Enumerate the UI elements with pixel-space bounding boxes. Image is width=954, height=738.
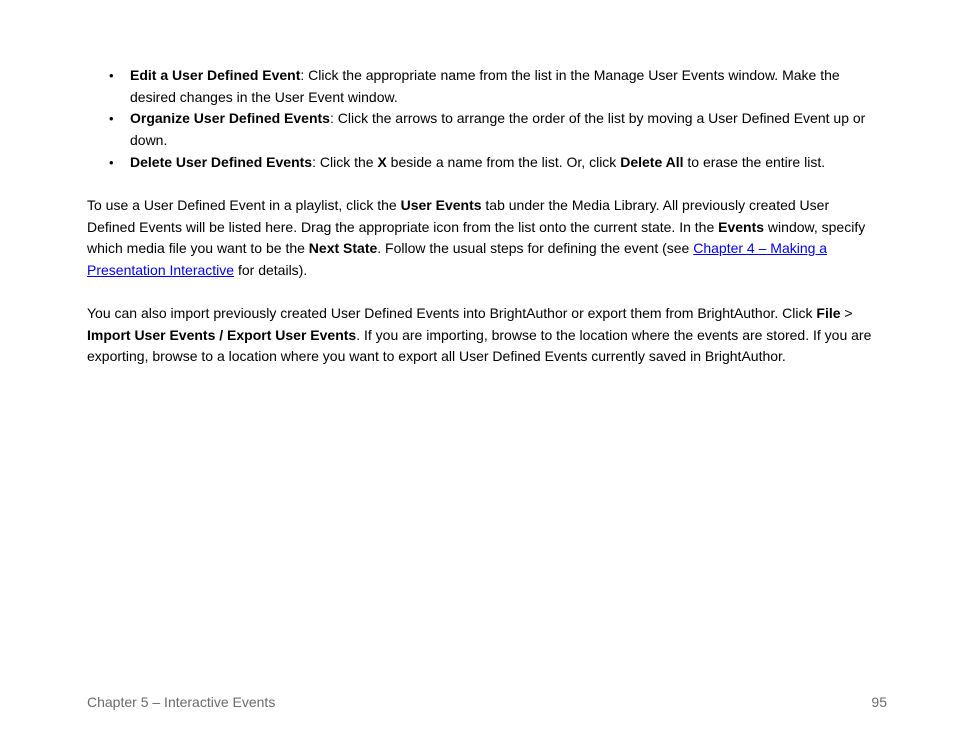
bullet-icon: •	[109, 154, 114, 170]
bullet-title: Delete User Defined Events	[130, 153, 313, 170]
para-text: >	[840, 305, 853, 321]
para-text: for details).	[234, 262, 308, 279]
para-text: tab under the Media Library. All previously created User Defined Events will be listed here. Drag the appropriate icon from the list onto the current state. In the	[87, 197, 830, 235]
bullet-bold-delete-all: Delete All	[620, 153, 684, 170]
bullet-item-delete	[109, 152, 874, 174]
bullet-item-edit	[109, 65, 874, 108]
para-text: You can also import previously created User Defined Events into BrightAuthor or export them from BrightAuthor. Click	[87, 305, 817, 321]
paragraph-user-events	[87, 195, 872, 282]
bold-file: File	[816, 305, 841, 321]
bullet-text: : Click the arrows to arrange the order of the list by moving a User Defined Event up or down.	[130, 110, 866, 149]
bullet-list	[109, 65, 874, 174]
footer-chapter-title: Chapter 5 – Interactive Events	[87, 694, 276, 710]
para-text: To use a User Defined Event in a playlist, click the	[87, 197, 401, 213]
footer-page-number: 95	[871, 694, 887, 710]
bullet-text: to erase the entire list.	[683, 153, 826, 170]
bullet-bold-x: X	[377, 153, 387, 170]
bold-next-state: Next State	[308, 240, 378, 257]
para-text: . Follow the usual steps for defining the event (see	[377, 240, 694, 257]
chapter-4-link[interactable]: Chapter 4 – Making a Presentation Interactive	[87, 240, 828, 279]
para-text: window, specify which media file you want to be the	[87, 218, 866, 257]
bullet-text: : Click the	[312, 153, 378, 170]
bold-events: Events	[718, 218, 765, 235]
bullet-text: beside a name from the list. Or, click	[386, 153, 621, 170]
paragraph-import-export	[87, 303, 872, 368]
para-text: . If you are importing, browse to the location where the events are stored. If you are exporting, browse to a location where you want to export all User Defined Events currently saved in BrightAuthor.	[87, 326, 872, 365]
bullet-title: Edit a User Defined Event	[130, 67, 301, 83]
bullet-item-organize	[109, 108, 874, 151]
bullet-text: : Click the appropriate name from the list in the Manage User Events window. Make the desired changes in the User Event window.	[130, 67, 840, 105]
bullet-icon: •	[109, 68, 114, 83]
bullet-icon: •	[109, 111, 114, 127]
bullet-title: Organize User Defined Events	[130, 110, 330, 127]
bold-import-export: Import User Events / Export User Events	[87, 326, 357, 343]
bold-user-events: User Events	[400, 197, 482, 213]
